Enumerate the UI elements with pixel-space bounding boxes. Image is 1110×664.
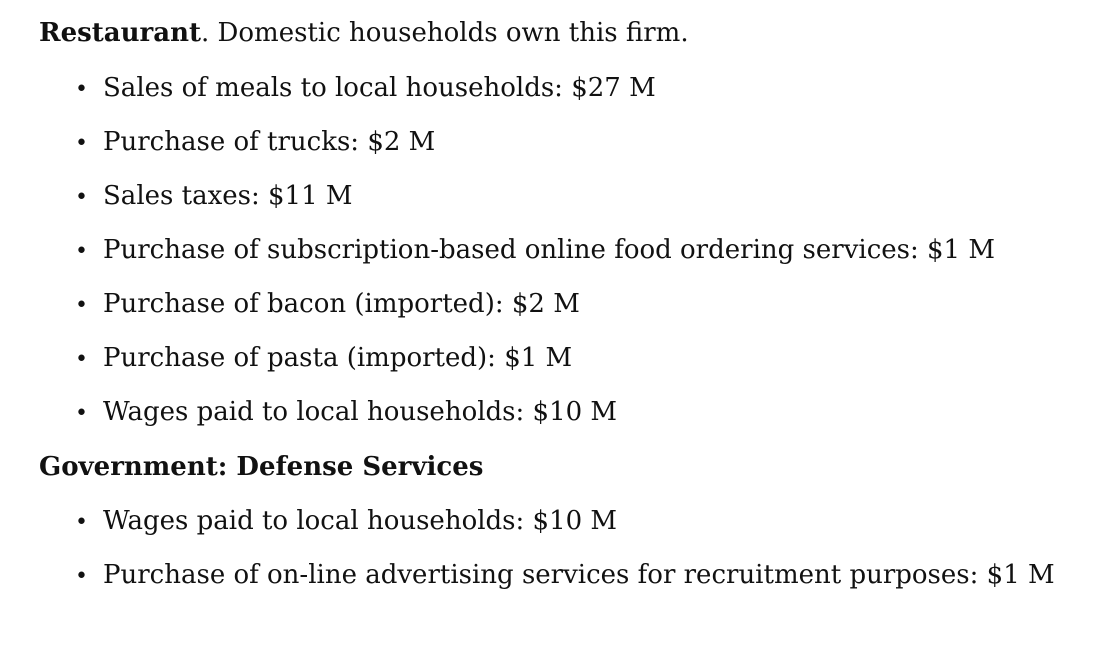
bullet-icon: • (75, 239, 88, 264)
list-item-text: Purchase of on-line advertising services for recruitment purposes: $1 M (103, 560, 1055, 590)
list-item-text: Sales of meals to local households: $27 M (103, 73, 656, 103)
list-item (75, 342, 572, 376)
list-item (75, 505, 617, 539)
list-item-text: Wages paid to local households: $10 M (103, 397, 618, 427)
bullet-icon: • (75, 401, 88, 426)
bullet-icon: • (75, 510, 88, 535)
list-item (75, 288, 580, 322)
bullet-icon: • (75, 347, 88, 372)
bullet-icon: • (75, 131, 88, 156)
bullet-icon: • (75, 564, 88, 589)
bullet-icon: • (75, 185, 88, 210)
restaurant-title: Restaurant (39, 18, 202, 48)
list-item-text: Purchase of trucks: $2 M (103, 127, 436, 157)
list-item (75, 559, 1055, 593)
list-item (75, 180, 353, 214)
list-item-text: Purchase of pasta (imported): $1 M (103, 343, 573, 373)
list-item-text: Sales taxes: $11 M (103, 181, 353, 211)
list-item-text: Wages paid to local households: $10 M (103, 506, 618, 536)
list-item (75, 72, 656, 106)
list-item (75, 126, 435, 160)
list-item-text: Purchase of bacon (imported): $2 M (103, 289, 580, 319)
bullet-icon: • (75, 293, 88, 318)
list-item (75, 396, 617, 430)
list-item-text: Purchase of subscription-based online food ordering services: $1 M (103, 235, 995, 265)
government-heading: Government: Defense Services (39, 452, 484, 482)
restaurant-heading (39, 17, 689, 49)
restaurant-subtitle: . Domestic households own this firm. (201, 18, 689, 48)
list-item (75, 234, 995, 268)
bullet-icon: • (75, 77, 88, 102)
